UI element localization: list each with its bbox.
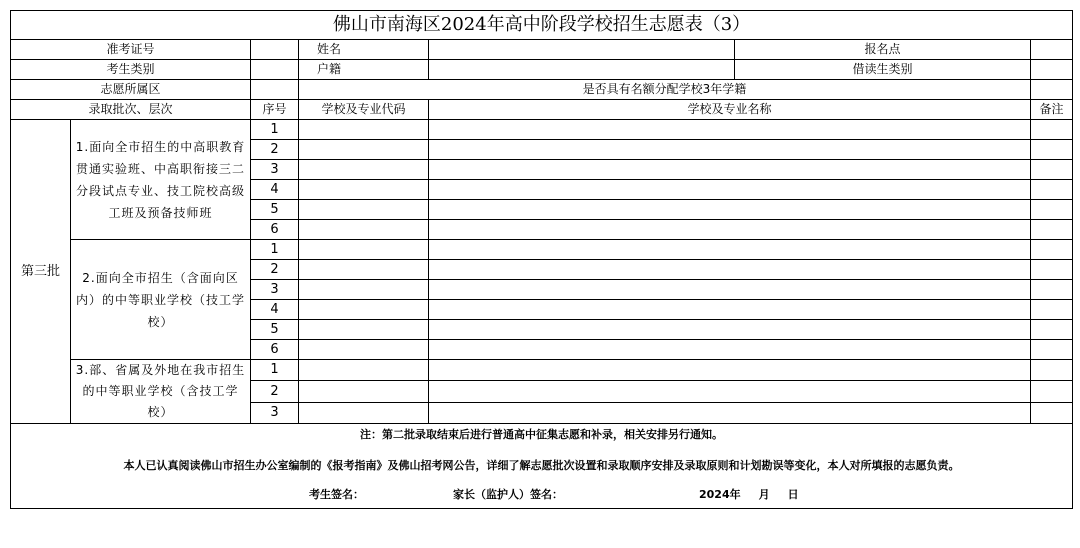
school-name-cell[interactable] <box>429 160 1031 180</box>
form-title: 佛山市南海区2024年高中阶段学校招生志愿表（3） <box>11 11 1073 40</box>
signature-line <box>11 488 1072 501</box>
district-label: 志愿所属区 <box>11 80 251 100</box>
code-cell[interactable] <box>299 140 429 160</box>
notes-section <box>11 424 1073 509</box>
seq-number: 1 <box>251 360 299 381</box>
household-field[interactable] <box>429 60 735 80</box>
code-cell[interactable] <box>299 300 429 320</box>
declaration-text: 本人已认真阅读佛山市招生办公室编制的《报考指南》及佛山招考网公告，详细了解志愿批次设置和录取顺序安排及录取原则和计划勘误等变化，本人对所填报的志愿负责。 <box>123 459 960 473</box>
seq-number: 1 <box>251 120 299 140</box>
name-label: 姓名 <box>299 40 429 60</box>
code-cell[interactable] <box>299 340 429 360</box>
reg-point-field[interactable] <box>1031 40 1073 60</box>
day-label: 日 <box>787 488 799 502</box>
seq-number: 3 <box>251 280 299 300</box>
table-row <box>11 120 1073 140</box>
quota-label: 是否具有名额分配学校3年学籍 <box>299 80 1031 100</box>
code-cell[interactable] <box>299 320 429 340</box>
student-sign-label: 考生签名： <box>309 488 364 502</box>
exam-no-field[interactable] <box>251 40 299 60</box>
remark-cell[interactable] <box>1031 140 1073 160</box>
remark-cell[interactable] <box>1031 120 1073 140</box>
seq-number: 3 <box>251 160 299 180</box>
code-cell[interactable] <box>299 381 429 402</box>
code-cell[interactable] <box>299 280 429 300</box>
remark-cell[interactable] <box>1031 240 1073 260</box>
group-desc-3: 3.部、省属及外地在我市招生的中等职业学校（含技工学校） <box>71 360 251 424</box>
seq-number: 1 <box>251 240 299 260</box>
header-batch: 录取批次、层次 <box>11 100 251 120</box>
header-code: 学校及专业代码 <box>299 100 429 120</box>
seq-number: 5 <box>251 320 299 340</box>
batch-name: 第三批 <box>11 120 71 424</box>
reg-point-label: 报名点 <box>735 40 1031 60</box>
table-row <box>11 360 1073 381</box>
remark-cell[interactable] <box>1031 200 1073 220</box>
month-label: 月 <box>758 488 770 502</box>
school-name-cell[interactable] <box>429 260 1031 280</box>
code-cell[interactable] <box>299 260 429 280</box>
seq-number: 3 <box>251 402 299 423</box>
code-cell[interactable] <box>299 240 429 260</box>
school-name-cell[interactable] <box>429 320 1031 340</box>
remark-cell[interactable] <box>1031 340 1073 360</box>
school-name-cell[interactable] <box>429 140 1031 160</box>
remark-cell[interactable] <box>1031 180 1073 200</box>
parent-sign-label: 家长（监护人）签名： <box>453 488 563 502</box>
group-desc-1: 1.面向全市招生的中高职教育贯通实验班、中高职衔接三二分段试点专业、技工院校高级工班及预备技师班 <box>71 120 251 240</box>
school-name-cell[interactable] <box>429 180 1031 200</box>
school-name-cell[interactable] <box>429 220 1031 240</box>
remark-cell[interactable] <box>1031 160 1073 180</box>
code-cell[interactable] <box>299 360 429 381</box>
school-name-cell[interactable] <box>429 240 1031 260</box>
school-name-cell[interactable] <box>429 280 1031 300</box>
seq-number: 6 <box>251 340 299 360</box>
header-seq: 序号 <box>251 100 299 120</box>
seq-number: 2 <box>251 260 299 280</box>
code-cell[interactable] <box>299 120 429 140</box>
school-name-cell[interactable] <box>429 120 1031 140</box>
school-name-cell[interactable] <box>429 300 1031 320</box>
student-type-label: 考生类别 <box>11 60 251 80</box>
header-remark: 备注 <box>1031 100 1073 120</box>
code-cell[interactable] <box>299 220 429 240</box>
school-name-cell[interactable] <box>429 200 1031 220</box>
seq-number: 4 <box>251 300 299 320</box>
remark-cell[interactable] <box>1031 402 1073 423</box>
remark-cell[interactable] <box>1031 280 1073 300</box>
school-name-cell[interactable] <box>429 360 1031 381</box>
remark-cell[interactable] <box>1031 360 1073 381</box>
exam-no-label: 准考证号 <box>11 40 251 60</box>
code-cell[interactable] <box>299 402 429 423</box>
remark-cell[interactable] <box>1031 300 1073 320</box>
seq-number: 2 <box>251 381 299 402</box>
seq-number: 2 <box>251 140 299 160</box>
seq-number: 6 <box>251 220 299 240</box>
remark-cell[interactable] <box>1031 260 1073 280</box>
table-row <box>11 240 1073 260</box>
seq-number: 5 <box>251 200 299 220</box>
seq-number: 4 <box>251 180 299 200</box>
year-label: 2024年 <box>699 488 741 502</box>
name-field[interactable] <box>429 40 735 60</box>
remark-cell[interactable] <box>1031 320 1073 340</box>
remark-cell[interactable] <box>1031 381 1073 402</box>
note-text: 注：第二批录取结束后进行普通高中征集志愿和补录，相关安排另行通知。 <box>360 428 724 441</box>
application-form-table <box>10 10 1073 509</box>
district-field[interactable] <box>251 80 299 100</box>
borrow-type-label: 借读生类别 <box>735 60 1031 80</box>
group-desc-2: 2.面向全市招生（含面向区内）的中等职业学校（技工学校） <box>71 240 251 360</box>
student-type-field[interactable] <box>251 60 299 80</box>
school-name-cell[interactable] <box>429 402 1031 423</box>
quota-field[interactable] <box>1031 80 1073 100</box>
remark-cell[interactable] <box>1031 220 1073 240</box>
school-name-cell[interactable] <box>429 381 1031 402</box>
code-cell[interactable] <box>299 160 429 180</box>
household-label: 户籍 <box>299 60 429 80</box>
school-name-cell[interactable] <box>429 340 1031 360</box>
code-cell[interactable] <box>299 180 429 200</box>
borrow-type-field[interactable] <box>1031 60 1073 80</box>
code-cell[interactable] <box>299 200 429 220</box>
header-school-name: 学校及专业名称 <box>429 100 1031 120</box>
